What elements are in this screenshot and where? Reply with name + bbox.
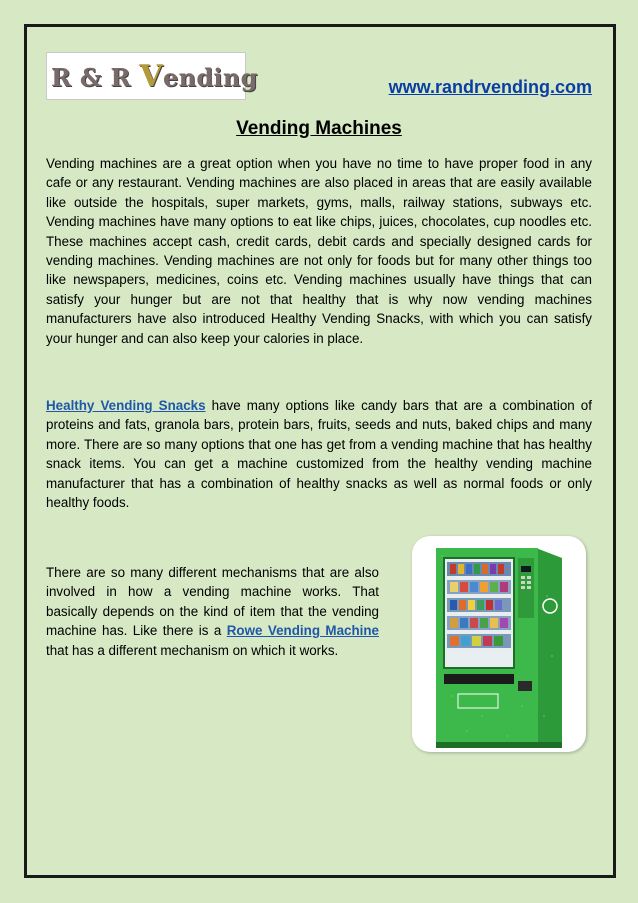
vending-machine-icon	[412, 536, 586, 752]
snacks-paragraph: Healthy Vending Snacks have many options like candy bars that are a combination of proteins and fats, granola bars, protein bars, fruits, seeds and nuts, baked chips and many more. There are so many options that one has get from a vending machine that has healthy snack items. You can get a machine customized from the healthy vending machine manufacturer that has a combination of healthy snacks as well as normal foods or only healthy foods.	[46, 398, 592, 511]
page-title: Vending Machines	[236, 118, 402, 139]
vending-machine-photo	[412, 536, 586, 752]
rowe-vending-machine-link[interactable]: Rowe Vending Machine	[226, 623, 380, 639]
intro-paragraph: Vending machines are a great option when you have no time to have proper food in any cafe or any restaurant. Vending machines are also placed in areas that are easily available like outside the hospitals, super markets, gyms, malls, railway stations, subways etc. Vending machines have many options to eat like chips, juices, chocolates, cup noodles etc. These machines accept cash, credit cards, debit cards and specially designed cards for vending machines. Vending machines are not only for foods but for many other things too like newspapers, medicines, coins etc. Vending machines usually have things that can satisfy your hunger but are not that healthy that is why now vending machines manufacturers have also introduced Healthy Vending Snacks, with which you can satisfy your hunger and can also keep your calories in place.	[46, 156, 592, 346]
logo-wordmark: R & R Vending	[51, 58, 258, 94]
healthy-vending-snacks-link[interactable]: Healthy Vending Snacks	[46, 398, 206, 413]
company-logo	[46, 52, 258, 100]
mechanism-paragraph: There are so many different mechanisms that are also involved in how a vending machine works. That basically depends on the kind of item that the vending machine has. Like there is a Rowe Vending Machine that has a different mechanism on which it works.	[46, 565, 380, 658]
website-link[interactable]: www.randrvending.com	[388, 77, 592, 97]
